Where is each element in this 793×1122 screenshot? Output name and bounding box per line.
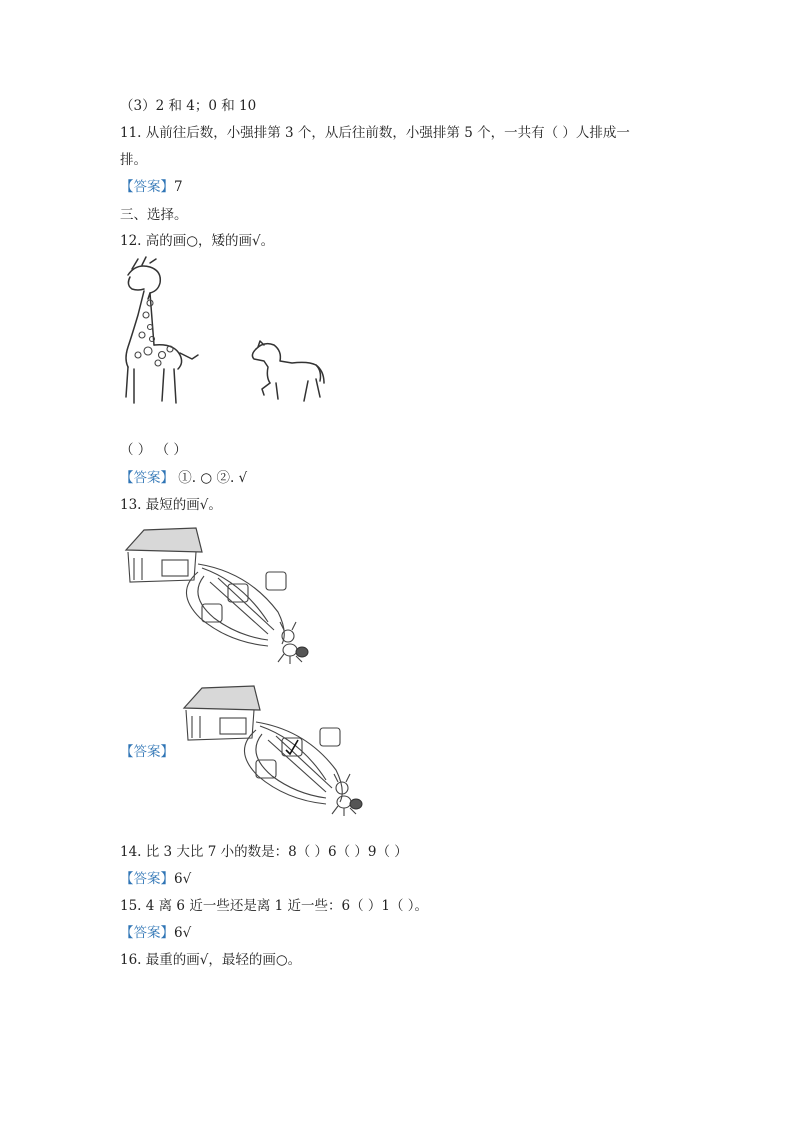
q13-answer — [120, 742, 174, 762]
answer-box-middle-checked — [282, 738, 302, 756]
q16-question: 16. 最重的画√，最轻的画○。 — [120, 952, 302, 968]
answer-box-lower — [202, 604, 222, 622]
answer-tag: 【答案】 — [120, 470, 174, 486]
q12-question: 12. 高的画○，矮的画√。 — [120, 233, 275, 249]
house-ant-figure — [118, 522, 318, 667]
q14-question: 14. 比 3 大比 7 小的数是：8（ ）6（ ）9（ ） — [120, 844, 408, 860]
horse-icon — [252, 341, 324, 401]
q10-part3-answer: （3）2 和 4；0 和 10 — [120, 98, 257, 114]
house-ant-answer-figure — [176, 680, 376, 825]
section-3-heading: 三、选择。 — [120, 207, 188, 223]
giraffe-icon — [126, 257, 198, 403]
answer-tag: 【答案】 — [120, 871, 174, 887]
q12-blanks: （ ） （ ） — [120, 442, 187, 458]
answer-text: ①. ○ ②. √ — [174, 470, 248, 486]
q13-question: 13. 最短的画√。 — [120, 497, 222, 513]
answer-box-lower — [256, 760, 276, 778]
q15-answer — [120, 923, 191, 943]
q12-answer — [120, 468, 247, 488]
answer-tag: 【答案】 — [120, 179, 174, 195]
answer-text: 6√ — [174, 871, 192, 887]
ant-icon — [332, 774, 362, 816]
giraffe-horse-figure — [118, 255, 333, 415]
q11-question-line1: 11. 从前往后数，小强排第 3 个，从后往前数，小强排第 5 个，一共有（ ）人排成一 — [120, 125, 630, 141]
paths-icon — [186, 564, 284, 646]
q11-question-line2: 排。 — [120, 152, 147, 168]
house-icon — [184, 686, 260, 740]
house-icon — [126, 528, 202, 582]
q14-answer — [120, 869, 191, 889]
answer-text: 7 — [174, 179, 183, 195]
answer-text: 6√ — [174, 925, 192, 941]
paths-icon — [244, 722, 342, 804]
answer-box-middle — [228, 584, 248, 602]
q11-answer — [120, 177, 183, 197]
answer-box-upper — [320, 728, 340, 746]
answer-tag: 【答案】 — [120, 744, 174, 760]
answer-box-upper — [266, 572, 286, 590]
answer-tag: 【答案】 — [120, 925, 174, 941]
q15-question: 15. 4 离 6 近一些还是离 1 近一些：6（ ）1（ ）。 — [120, 898, 428, 914]
